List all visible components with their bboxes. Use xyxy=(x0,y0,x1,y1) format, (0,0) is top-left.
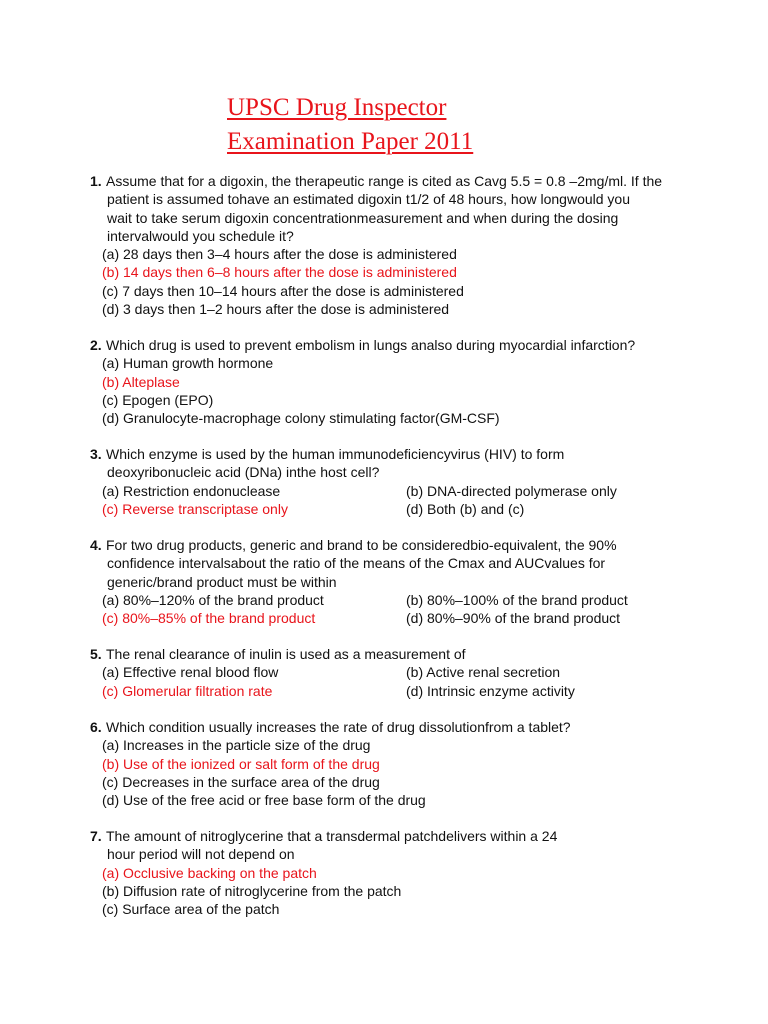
question-text-line: Which drug is used to prevent embolism in lungs analso during myocardial infarction? xyxy=(106,337,636,353)
answer-option-c: (c) Surface area of the patch xyxy=(102,901,280,918)
question-stem xyxy=(90,172,690,245)
correct-answer-option-c: (c) Glomerular filtration rate xyxy=(102,682,273,699)
question-number: 1. xyxy=(90,173,102,189)
question-text-line: Which condition usually increases the rate of drug dissolutionfrom a tablet? xyxy=(106,719,571,735)
question-stem xyxy=(90,718,690,736)
correct-answer-option-c: (c) Reverse transcriptase only xyxy=(102,500,288,517)
question-text-line: wait to take serum digoxin concentrationmeasurement and when during the dosing xyxy=(107,209,619,226)
answer-option-b: (b) DNA-directed polymerase only xyxy=(406,482,617,499)
question-text-line: Which enzyme is used by the human immunodeficiencyvirus (HIV) to form xyxy=(106,446,565,462)
question-text-line: confidence intervalsabout the ratio of the means of the Cmax and AUCvalues for xyxy=(107,555,606,572)
question-text-line: patient is assumed tohave an estimated digoxin t1/2 of 48 hours, how longwould you xyxy=(107,191,630,208)
answer-option-d: (d) 3 days then 1–2 hours after the dose is administered xyxy=(102,301,450,318)
correct-answer-option-b: (b) Use of the ionized or salt form of the drug xyxy=(102,755,380,772)
answer-option-a: (a) Human growth hormone xyxy=(102,355,274,372)
answer-option-a: (a) Restriction endonuclease xyxy=(102,482,281,499)
answer-option-c: (c) 7 days then 10–14 hours after the dose is administered xyxy=(102,282,464,299)
answer-option-a: (a) 28 days then 3–4 hours after the dose is administered xyxy=(102,246,457,263)
question-number: 4. xyxy=(90,537,102,553)
question-stem xyxy=(90,536,690,591)
answer-options-row xyxy=(90,591,690,609)
question-stem xyxy=(90,645,690,663)
question-text-line: intervalwould you schedule it? xyxy=(107,227,294,244)
answer-option-d: (d) Both (b) and (c) xyxy=(406,500,525,517)
question-text-line: generic/brand product must be within xyxy=(107,573,337,590)
document-title-line-1: UPSC Drug Inspector xyxy=(227,94,447,121)
question-text-line: Assume that for a digoxin, the therapeutic range is cited as Cavg 5.5 = 0.8 –2mg/ml. If the xyxy=(106,173,663,189)
correct-answer-option-c: (c) 80%–85% of the brand product xyxy=(102,610,316,627)
question-stem xyxy=(90,336,690,354)
answer-option-a: (a) 80%–120% of the brand product xyxy=(102,591,324,608)
correct-answer-option-b: (b) 14 days then 6–8 hours after the dose is administered xyxy=(102,264,457,281)
question-text-line: The renal clearance of inulin is used as a measurement of xyxy=(106,646,466,662)
answer-option-a: (a) Increases in the particle size of the drug xyxy=(102,737,371,754)
answer-option-d: (d) Use of the free acid or free base form of the drug xyxy=(102,792,426,809)
question-number: 7. xyxy=(90,828,102,844)
question-4 xyxy=(90,536,690,627)
question-text-line: deoxyribonucleic acid (DNa) inthe host cell? xyxy=(107,464,380,481)
document-title-line-2: Examination Paper 2011 xyxy=(227,128,474,155)
answer-options-row xyxy=(90,609,690,627)
question-3 xyxy=(90,445,690,518)
question-number: 3. xyxy=(90,446,102,462)
answer-option-d: (d) Granulocyte-macrophage colony stimulating factor(GM-CSF) xyxy=(102,410,500,427)
question-1 xyxy=(90,172,690,318)
question-number: 6. xyxy=(90,719,102,735)
correct-answer-option-a: (a) Occlusive backing on the patch xyxy=(102,864,317,881)
answer-options-row xyxy=(90,663,690,681)
question-7 xyxy=(90,827,690,918)
question-text-line: The amount of nitroglycerine that a transdermal patchdelivers within a 24 xyxy=(106,828,558,844)
answer-option-c: (c) Epogen (EPO) xyxy=(102,391,214,408)
question-2 xyxy=(90,336,690,427)
correct-answer-option-b: (b) Alteplase xyxy=(102,373,180,390)
answer-option-a: (a) Effective renal blood flow xyxy=(102,664,279,681)
answer-options-row xyxy=(90,682,690,700)
question-number: 2. xyxy=(90,337,102,353)
question-text-line: hour period will not depend on xyxy=(107,846,295,863)
answer-options-row xyxy=(90,482,690,500)
answer-options-row xyxy=(90,500,690,518)
question-number: 5. xyxy=(90,646,102,662)
question-6 xyxy=(90,718,690,809)
question-text-line: For two drug products, generic and brand to be consideredbio-equivalent, the 90% xyxy=(106,537,617,553)
question-5 xyxy=(90,645,690,700)
question-stem xyxy=(90,445,690,482)
answer-option-c: (c) Decreases in the surface area of the drug xyxy=(102,773,380,790)
answer-option-b: (b) Active renal secretion xyxy=(406,664,561,681)
answer-option-d: (d) Intrinsic enzyme activity xyxy=(406,682,575,699)
answer-option-d: (d) 80%–90% of the brand product xyxy=(406,610,621,627)
question-stem xyxy=(90,827,690,864)
answer-option-b: (b) 80%–100% of the brand product xyxy=(406,591,628,608)
answer-option-b: (b) Diffusion rate of nitroglycerine from the patch xyxy=(102,882,402,899)
